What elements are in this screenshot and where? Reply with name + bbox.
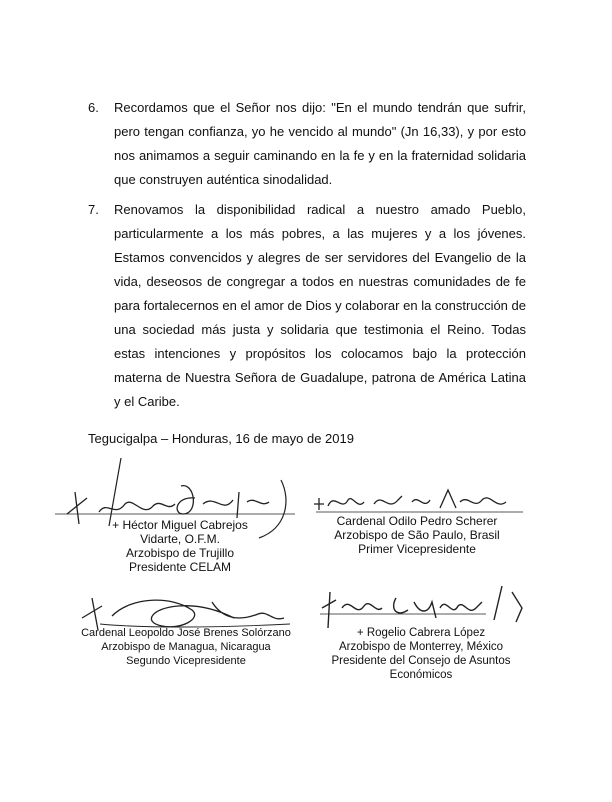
signer-order: Vidarte, O.F.M. <box>140 532 220 546</box>
signer-name: Cardenal Leopoldo José Brenes Solórzano <box>81 627 291 639</box>
item-text: Renovamos la disponibilidad radical a nuestro amado Pueblo, particularmente a los más pobres, a las mujeres y a los jóvenes. Estamos convencidos y alegres de ser servidores del Evangelio de la vida, deseosos de congregar a todos en nuestras comunidades de fe para fortalecernos en el amor de Dios y colaborar en la construcción de una sociedad más justa y solidaria que testimonia el Reino. Todas estas intenciones y propósitos los colocamos bajo la protección materna de Nuestra Señora de Guadalupe, patrona de América Latina y el Caribe. <box>114 202 526 409</box>
signer-see: Arzobispo de Monterrey, México <box>338 641 504 653</box>
signer-title: Arzobispo de Trujillo <box>125 546 235 560</box>
signer-see: Arzobispo de Managua, Nicaragua <box>101 641 271 653</box>
item-number: 7. <box>88 202 99 217</box>
signer-role: Segundo Vicepresidente <box>126 655 246 667</box>
signer-name: + Héctor Miguel Cabrejos <box>112 518 248 532</box>
signer-role: Primer Vicepresidente <box>358 542 476 556</box>
item-text: Recordamos que el Señor nos dijo: "En el mundo tendrán que sufrir, pero tengan confianza, yo he vencido al mundo" (Jn 16,33), y por esto nos animamos a seguir caminando en la fe y en la fraternidad solidaria que construyen auténtica sinodalidad. <box>114 100 526 187</box>
signer-name: + Rogelio Cabrera López <box>356 627 486 639</box>
item-number: 6. <box>88 100 99 115</box>
signer-role-cont: Económicos <box>389 669 453 681</box>
signer-see: Arzobispo de São Paulo, Brasil <box>334 528 500 542</box>
signer-role: Presidente del Consejo de Asuntos <box>331 655 511 667</box>
signer-name: Cardenal Odilo Pedro Scherer <box>336 514 498 528</box>
signer-role: Presidente CELAM <box>128 560 232 574</box>
place-date: Tegucigalpa – Honduras, 16 de mayo de 2019 <box>88 431 354 446</box>
